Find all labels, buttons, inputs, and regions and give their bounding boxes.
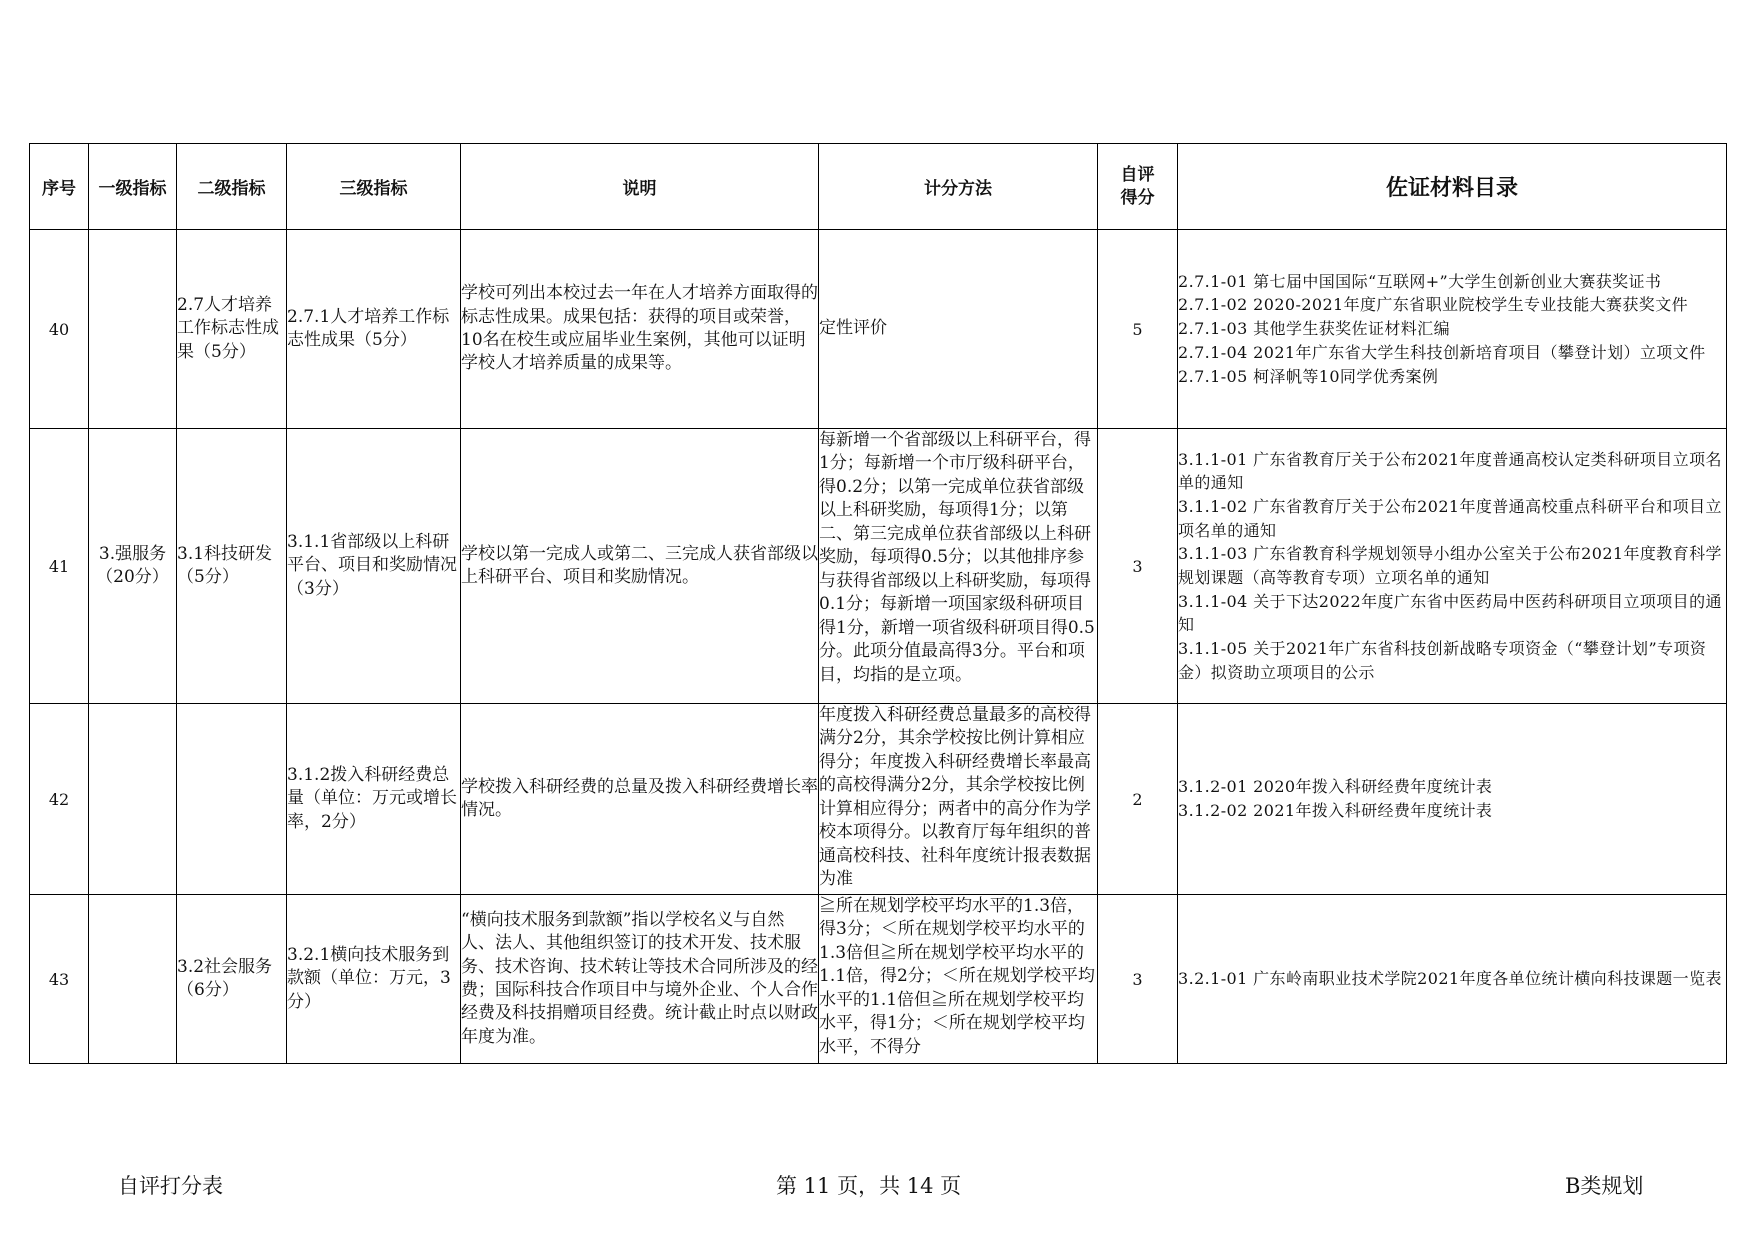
row-level2: 3.1科技研发（5分） (177, 429, 287, 704)
row-score: 3 (1098, 895, 1178, 1064)
row-score: 5 (1098, 230, 1178, 429)
header-materials: 佐证材料目录 (1178, 144, 1727, 230)
row-description: 学校以第一完成人或第二、三完成人获省部级以上科研平台、项目和奖励情况。 (461, 429, 819, 704)
material-item: 3.1.2-02 2021年拨入科研经费年度统计表 (1178, 801, 1493, 820)
row-level1 (89, 704, 177, 895)
header-row (30, 144, 1727, 230)
row-level3: 3.1.1省部级以上科研平台、项目和奖励情况（3分） (287, 429, 461, 704)
material-item: 3.1.1-04 关于下达2022年度广东省中医药局中医药科研项目立项项目的通知 (1178, 591, 1722, 635)
row-level1: 3.强服务（20分） (89, 429, 177, 704)
footer-right: B类规划 (1565, 1174, 1644, 1198)
header-self-score: 自评得分 (1098, 144, 1178, 230)
header-level1: 一级指标 (89, 144, 177, 230)
header-scoring: 计分方法 (819, 144, 1098, 230)
table-row (30, 429, 1727, 704)
material-item: 2.7.1-03 其他学生获奖佐证材料汇编 (1178, 319, 1450, 339)
material-item: 3.1.1-03 广东省教育科学规划领导小组办公室关于公布2021年度教育科学规划课题（高等教育专项）立项名单的通知 (1178, 544, 1722, 587)
material-item: 2.7.1-01 第七届中国国际“互联网+”大学生创新创业大赛获奖证书 (1178, 271, 1662, 291)
row-description: “横向技术服务到款额”指以学校名义与自然人、法人、其他组织签订的技术开发、技术服务、技术咨询、技术转让等技术合同所涉及的经费；国际科技合作项目中与境外企业、个人合作经费及科技捐赠项目经费。统计截止时点以财政年度为准。 (461, 895, 819, 1064)
row-level3: 2.7.1人才培养工作标志性成果（5分） (287, 230, 461, 429)
row-materials (1178, 230, 1727, 429)
footer-left: 自评打分表 (118, 1174, 223, 1198)
scoring-table (29, 143, 1727, 1064)
table-row (30, 704, 1727, 895)
scoring-text: 年度拨入科研经费总量最多的高校得满分2分，其余学校按比例计算相应得分；年度拨入科研经费增长率最高的高校得满分2分，其余学校按比例计算相应得分；两者中的高分作为学校本项得分。以教育厅每年组织的普通高校科技、社科年度统计报表数据为准 (819, 705, 1091, 890)
row-level2: 2.7人才培养工作标志性成果（5分） (177, 230, 287, 429)
row-level1 (89, 230, 177, 429)
header-level3: 三级指标 (287, 144, 461, 230)
material-item: 3.1.2-01 2020年拨入科研经费年度统计表 (1178, 777, 1493, 797)
material-item: 2.7.1-02 2020-2021年度广东省职业院校学生专业技能大赛获奖文件 (1178, 295, 1689, 315)
scoring-text: 每新增一个省部级以上科研平台，得1分；每新增一个市厅级科研平台，得0.2分；以第一完成单位获省部级以上科研奖励，每项得1分；以第二、第三完成单位获省部级以上科研奖励，每项得0.5分；以其他排序参与获得省部级以上科研奖励，每项得0.1分；每新增一项国家级科研项目得1分，新增一项省级科研项目得0.5分。此项分值最高得3分。平台和项目，均指的是立项。 (819, 430, 1095, 685)
row-scoring (819, 895, 1098, 1064)
material-item: 3.2.1-01 广东岭南职业技术学院2021年度各单位统计横向科技课题一览表 (1178, 969, 1722, 989)
row-materials (1178, 895, 1727, 1064)
row-scoring: 定性评价 (819, 230, 1098, 429)
material-item: 3.1.1-02 广东省教育厅关于公布2021年度普通高校重点科研平台和项目立项名单的通知 (1178, 496, 1722, 540)
row-score: 2 (1098, 704, 1178, 895)
row-scoring (819, 429, 1098, 704)
row-index: 42 (30, 704, 89, 895)
material-item: 3.1.1-05 关于2021年广东省科技创新战略专项资金（“攀登计划”专项资金）拟资助立项项目的公示 (1178, 639, 1707, 682)
row-level3: 3.1.2拨入科研经费总量（单位：万元或增长率，2分） (287, 704, 461, 895)
material-item: 3.1.1-01 广东省教育厅关于公布2021年度普通高校认定类科研项目立项名单的通知 (1178, 449, 1722, 493)
footer-page-number: 第 11 页，共 14 页 (776, 1174, 962, 1198)
header-level2: 二级指标 (177, 144, 287, 230)
header-description: 说明 (461, 144, 819, 230)
row-scoring (819, 704, 1098, 895)
table-row (30, 895, 1727, 1064)
row-level1 (89, 895, 177, 1064)
header-index: 序号 (30, 144, 89, 230)
row-description: 学校可列出本校过去一年在人才培养方面取得的标志性成果。成果包括：获得的项目或荣誉，10名在校生或应届毕业生案例，其他可以证明学校人才培养质量的成果等。 (461, 230, 819, 429)
scoring-text: ≧所在规划学校平均水平的1.3倍，得3分；＜所在规划学校平均水平的1.3倍但≧所在规划学校平均水平的1.1倍，得2分；＜所在规划学校平均水平的1.1倍但≧所在规划学校平均水平，得1分；＜所在规划学校平均水平，不得分 (819, 896, 1095, 1057)
row-index: 43 (30, 895, 89, 1064)
row-score: 3 (1098, 429, 1178, 704)
material-item: 2.7.1-04 2021年广东省大学生科技创新培育项目（攀登计划）立项文件 (1178, 342, 1706, 362)
row-materials (1178, 704, 1727, 895)
row-index: 41 (30, 429, 89, 704)
row-description: 学校拨入科研经费的总量及拨入科研经费增长率情况。 (461, 704, 819, 895)
row-level2: 3.2社会服务（6分） (177, 895, 287, 1064)
row-materials (1178, 429, 1727, 704)
table-row (30, 230, 1727, 429)
row-level2 (177, 704, 287, 895)
row-index: 40 (30, 230, 89, 429)
row-level3: 3.2.1横向技术服务到款额（单位：万元，3分） (287, 895, 461, 1064)
material-item: 2.7.1-05 柯泽帆等10同学优秀案例 (1178, 366, 1439, 386)
